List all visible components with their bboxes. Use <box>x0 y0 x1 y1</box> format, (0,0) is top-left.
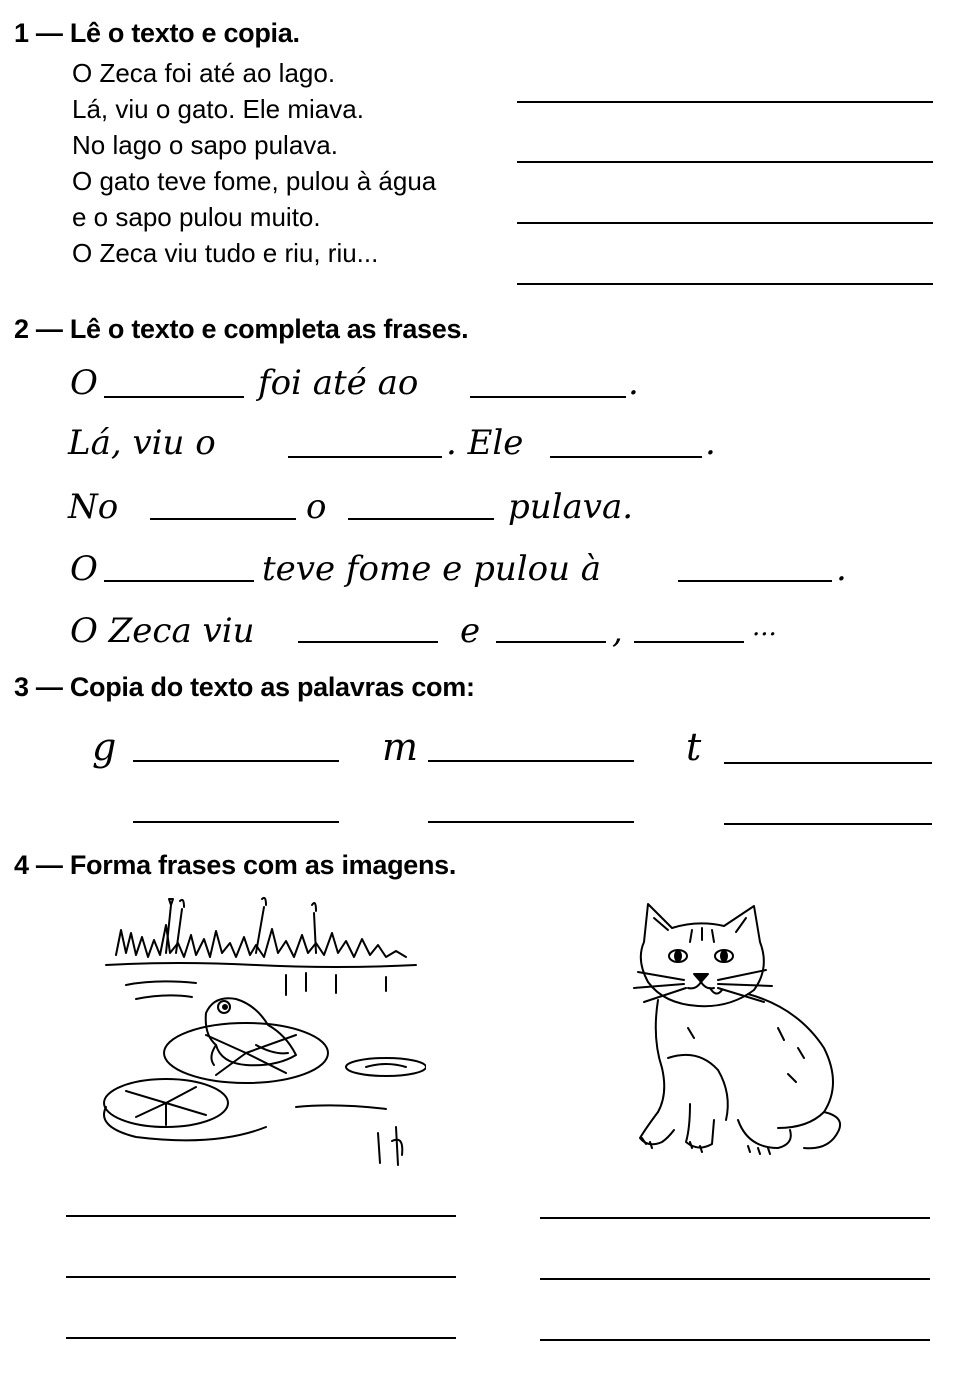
blank-4b[interactable] <box>678 580 832 582</box>
blank-2b[interactable] <box>550 456 702 458</box>
words-t-line-2[interactable] <box>724 823 932 825</box>
sentence-5-part-1: O Zeca viu <box>70 611 255 651</box>
blank-1a[interactable] <box>104 396 244 398</box>
blank-5b[interactable] <box>496 641 606 643</box>
sentence-5-part-3: , <box>612 611 623 651</box>
copy-line-1[interactable] <box>517 101 933 103</box>
blank-4a[interactable] <box>104 580 254 582</box>
words-t-line-1[interactable] <box>724 762 932 764</box>
sentence-3-part-1: No <box>68 487 119 527</box>
words-g-line-2[interactable] <box>133 821 339 823</box>
letter-g: g <box>92 725 117 769</box>
copy-line-2[interactable] <box>517 161 933 163</box>
copy-line-4[interactable] <box>517 283 933 285</box>
sentence-5-part-4: ... <box>752 612 777 642</box>
sentence-4-part-3: . <box>836 549 847 589</box>
sentence-1-part-2: foi até ao <box>258 363 419 403</box>
sentence-2-part-1: Lá, viu o <box>68 423 216 463</box>
letter-t: t <box>686 725 702 769</box>
blank-3b[interactable] <box>348 518 494 520</box>
pond-frog-image <box>96 895 426 1170</box>
copy-line-3[interactable] <box>517 222 933 224</box>
sentence-1-part-1: O <box>70 363 98 403</box>
blank-2a[interactable] <box>288 456 442 458</box>
sentence-3-part-3: pulava. <box>508 487 634 527</box>
sentence-line-right-3[interactable] <box>540 1339 930 1341</box>
words-g-line-1[interactable] <box>133 760 339 762</box>
sentence-2-part-3: . <box>705 423 716 463</box>
exercise-1-heading: 1 — Lê o texto e copia. <box>14 18 300 48</box>
words-m-line-1[interactable] <box>428 760 634 762</box>
sentence-line-right-1[interactable] <box>540 1217 930 1219</box>
sentence-5-part-2: e <box>460 611 481 651</box>
cat-image <box>628 898 858 1170</box>
sentence-line-right-2[interactable] <box>540 1278 930 1280</box>
blank-3a[interactable] <box>150 518 296 520</box>
text-line-6: O Zeca viu tudo e riu, riu... <box>72 238 379 268</box>
text-line-1: O Zeca foi até ao lago. <box>72 58 336 88</box>
exercise-3-heading: 3 — Copia do texto as palavras com: <box>14 672 475 702</box>
text-line-4: O gato teve fome, pulou à água <box>72 166 437 196</box>
sentence-1-part-3: . <box>628 363 639 403</box>
sentence-3-part-2: o <box>306 487 327 527</box>
blank-1b[interactable] <box>470 396 626 398</box>
text-line-2: Lá, viu o gato. Ele miava. <box>72 94 364 124</box>
sentence-2-part-2: . Ele <box>446 423 524 463</box>
sentence-4-part-1: O <box>70 549 98 589</box>
letter-m: m <box>382 725 419 769</box>
blank-5c[interactable] <box>634 641 744 643</box>
sentence-line-left-1[interactable] <box>66 1215 456 1217</box>
text-line-3: No lago o sapo pulava. <box>72 130 338 160</box>
sentence-line-left-2[interactable] <box>66 1276 456 1278</box>
sentence-line-left-3[interactable] <box>66 1337 456 1339</box>
sentence-4-part-2: teve fome e pulou à <box>262 549 602 589</box>
text-line-5: e o sapo pulou muito. <box>72 202 321 232</box>
exercise-4-heading: 4 — Forma frases com as imagens. <box>14 850 457 880</box>
words-m-line-2[interactable] <box>428 821 634 823</box>
blank-5a[interactable] <box>298 641 438 643</box>
exercise-2-heading: 2 — Lê o texto e completa as frases. <box>14 314 469 344</box>
